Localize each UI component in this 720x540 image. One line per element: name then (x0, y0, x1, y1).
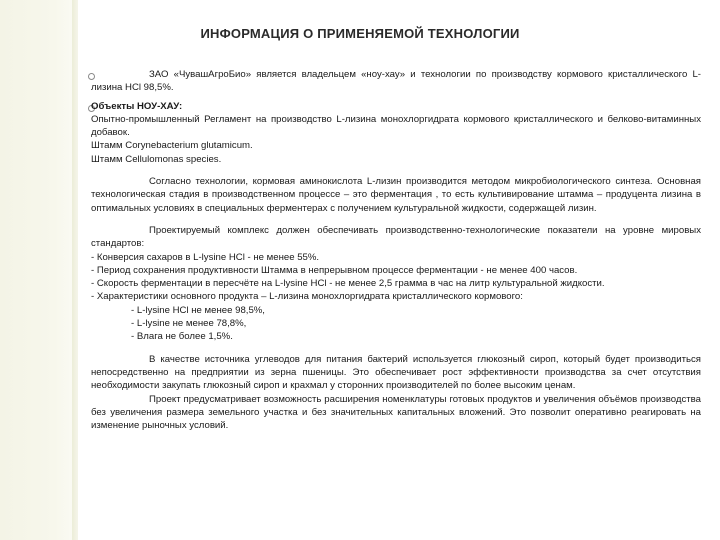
product-spec-item: - L-lysine не менее 78,8%, (131, 318, 247, 330)
indicator-item: - Скорость ферментации в пересчёте на L-lysine HCl - не менее 2,5 грамма в час на литр культуральной жидкости. (91, 278, 605, 290)
knowhow-heading: Объекты НОУ-ХАУ: (91, 100, 183, 112)
knowhow-item: Штамм Corynebacterium glutamicum. (91, 140, 253, 152)
left-band-edge (72, 0, 78, 540)
left-decorative-band (0, 0, 78, 540)
complex-intro: Проектируемый комплекс должен обеспечивать производственно-технологические показатели на уровне мировых стандартов: (91, 224, 701, 250)
indicator-item: - Конверсия сахаров в L-lysine HCl - не менее 55%. (91, 251, 320, 263)
product-spec-item: - Влага не более 1,5%. (131, 331, 233, 343)
page-title: ИНФОРМАЦИЯ О ПРИМЕНЯЕМОЙ ТЕХНОЛОГИИ (200, 26, 520, 41)
indicator-item: - Характеристики основного продукта – L-лизина монохлоргидрата кристаллического кормового: (91, 291, 523, 303)
technology-paragraph: Согласно технологии, кормовая аминокислота L-лизин производится методом микробиологического синтеза. Основная технологическая стадия в производственном процессе – это ферментация , то есть культивирование штамма – продуцента лизина в оптимальных условиях в специальных ферментерах с получением культуральной жидкости, содержащей лизин. (91, 176, 701, 214)
document-body (91, 68, 701, 432)
closing-paragraph: Проект предусматривает возможность расширения номенклатуры готовых продуктов и увеличения объёмов производства без увеличения размера земельного участка и без значительных капитальных вложений. Это позволит оперативно реагировать на изменение рыночных условий. (91, 393, 701, 432)
product-spec-item: - L-lysine HCl не менее 98,5%, (131, 304, 265, 316)
closing-paragraph: В качестве источника углеводов для питания бактерий используется глюкозный сироп, который будет производиться непосредственно на предприятии из зерна пшеницы. Это обеспечивает рост эффективности производства за счет отсутствия необходимости закупать глюкозный сироп и крахмал у сторонних производителей по более высоким ценам. (91, 353, 701, 392)
knowhow-item: Штамм Cellulomonas species. (91, 153, 222, 165)
intro-paragraph: ЗАО «ЧувашАгроБио» является владельцем «ноу-хау» и технологии по производству кормового кристаллического L-лизина HCl 98,5%. (91, 69, 701, 94)
knowhow-item: Опытно-промышленный Регламент на производство L-лизина монохлоргидрата кормового кристаллического и белково-витаминных добавок. (91, 113, 701, 139)
indicator-item: - Период сохранения продуктивности Штамма в непрерывном процессе ферментации - не менее 400 часов. (91, 264, 578, 276)
